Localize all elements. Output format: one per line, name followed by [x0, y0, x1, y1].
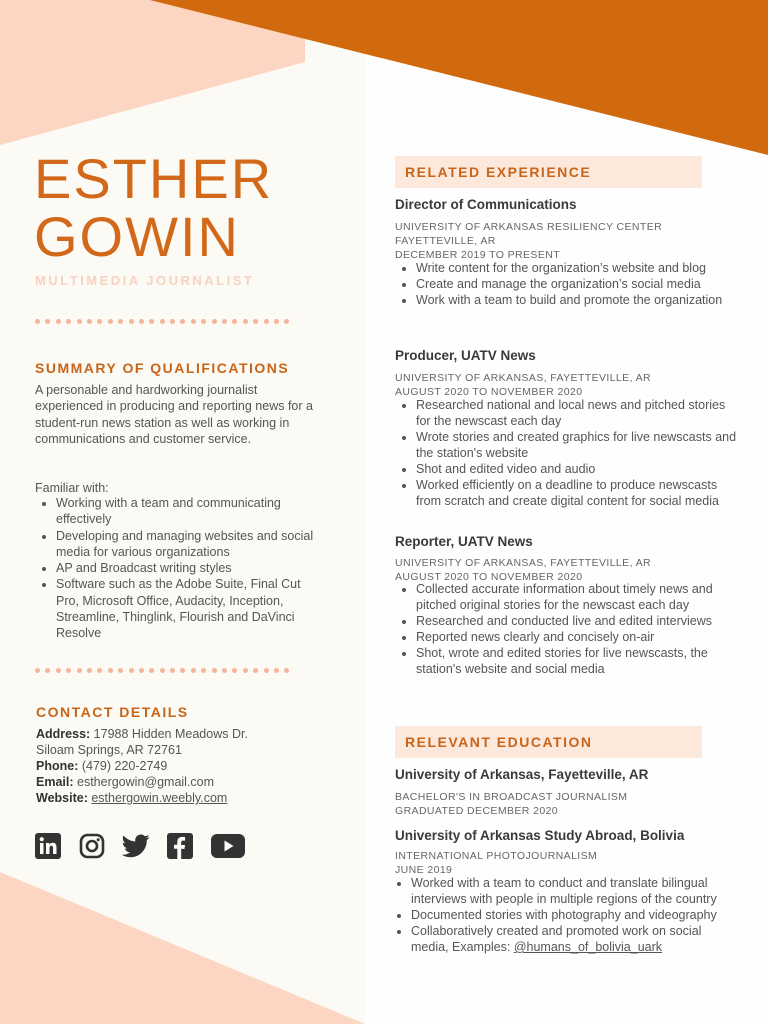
list-item: • Worked with a team to conduct and translate bilingual interviews with people in multiple regions of the country — [411, 875, 736, 907]
job-dates: DECEMBER 2019 TO PRESENT — [395, 249, 561, 261]
list-item-text: Collaboratively created and promoted work on social media, Examples: — [411, 924, 702, 954]
job-dates: AUGUST 2020 TO NOVEMBER 2020 — [395, 386, 583, 398]
list-item: • Researched and conducted live and edited interviews — [416, 613, 741, 629]
facebook-icon[interactable] — [166, 832, 194, 860]
list-item: • Shot, wrote and edited stories for live newscasts, the station's website and social media — [416, 645, 741, 677]
candidate-name — [34, 147, 354, 268]
school-date: JUNE 2019 — [395, 864, 453, 876]
twitter-icon[interactable] — [122, 832, 150, 860]
school-degree: INTERNATIONAL PHOTOJOURNALISM — [395, 850, 598, 862]
familiar-with-label: Familiar with: — [35, 481, 109, 495]
contact-details — [36, 726, 336, 806]
school-meta — [395, 790, 627, 818]
education-section-header — [395, 726, 702, 758]
youtube-icon[interactable] — [210, 832, 246, 860]
job-title: Reporter, UATV News — [395, 534, 533, 549]
list-item: • Collected accurate information about timely news and pitched original stories for the newscast each day — [416, 581, 741, 613]
dotted-divider-bottom — [35, 668, 289, 676]
linkedin-icon[interactable] — [34, 832, 62, 860]
job-meta — [395, 556, 651, 584]
list-item: • Create and manage the organization’s social media — [416, 276, 741, 292]
phone-label: Phone: — [36, 759, 79, 774]
address-label: Address: — [36, 727, 91, 741]
list-item: • Researched national and local news and pitched stories for the newscast each day — [416, 397, 741, 429]
school-meta — [395, 849, 597, 877]
job-meta — [395, 371, 651, 399]
skills-list — [36, 495, 326, 642]
email-label: Email: — [36, 775, 74, 790]
list-item: • Shot and edited video and audio — [416, 461, 741, 477]
job-org: UNIVERSITY OF ARKANSAS RESILIENCY CENTER — [395, 221, 663, 233]
school-name: University of Arkansas Study Abroad, Bolivia — [395, 828, 685, 843]
list-item — [411, 923, 736, 955]
list-item: • AP and Broadcast writing styles — [56, 560, 326, 576]
school-name: University of Arkansas, Fayetteville, AR — [395, 767, 649, 782]
job-org: UNIVERSITY OF ARKANSAS, FAYETTEVILLE, AR — [395, 557, 652, 569]
job-dates: AUGUST 2020 TO NOVEMBER 2020 — [395, 571, 583, 583]
job-duties-list — [396, 260, 741, 308]
education-section-title: RELEVANT EDUCATION — [405, 734, 593, 750]
instagram-handle-link[interactable]: @humans_of_bolivia_uark — [513, 940, 663, 954]
summary-section-title: SUMMARY OF QUALIFICATIONS — [35, 360, 290, 376]
list-item: • Write content for the organization’s website and blog — [416, 260, 741, 276]
job-title: Producer, UATV News — [395, 348, 536, 363]
job-title: Director of Communications — [395, 197, 577, 212]
address-value: 17988 Hidden Meadows Dr. — [90, 727, 248, 741]
list-item: • Reported news clearly and concisely on-air — [416, 629, 741, 645]
website-label: Website: — [36, 791, 88, 806]
list-item: • Software such as the Adobe Suite, Final Cut Pro, Microsoft Office, Audacity, Inception, Streamline, Thinglink, Flourish and DaVinci Resolve — [56, 576, 326, 641]
website-link[interactable]: esthergowin.weebly.com — [91, 791, 228, 806]
bottom-left-peach-shape — [0, 872, 365, 1024]
email-value[interactable]: esthergowin@gmail.com — [73, 775, 215, 790]
education-activities-list — [391, 875, 736, 955]
social-icons — [34, 832, 246, 860]
address-line2: Siloam Springs, AR 72761 — [36, 743, 182, 758]
list-item: • Work with a team to build and promote the organization — [416, 292, 741, 308]
job-org: UNIVERSITY OF ARKANSAS, FAYETTEVILLE, AR — [395, 372, 652, 384]
job-location: FAYETTEVILLE, AR — [395, 235, 496, 247]
job-duties-list — [396, 581, 741, 677]
job-subtitle: MULTIMEDIA JOURNALIST — [35, 273, 255, 288]
experience-section-header — [395, 156, 702, 188]
list-item: • Working with a team and communicating effectively — [56, 495, 326, 528]
list-item: • Wrote stories and created graphics for live newscasts and the station's website — [416, 429, 741, 461]
phone-value: (479) 220-2749 — [78, 759, 168, 774]
list-item: • Developing and managing websites and social media for various organizations — [56, 528, 326, 561]
job-meta — [395, 220, 662, 262]
school-date: GRADUATED DECEMBER 2020 — [395, 805, 559, 817]
instagram-icon[interactable] — [78, 832, 106, 860]
list-item: • Documented stories with photography and videography — [411, 907, 736, 923]
summary-paragraph: A personable and hardworking journalist experienced in producing and reporting news for a student-run news station as well as working in communications and customer service. — [35, 383, 313, 446]
list-item: • Worked efficiently on a deadline to produce newscasts from scratch and create digital content for social media — [416, 477, 741, 509]
experience-section-title: RELATED EXPERIENCE — [405, 164, 592, 180]
name-first: ESTHER — [34, 147, 274, 210]
job-duties-list — [396, 397, 741, 509]
school-degree: BACHELOR'S IN BROADCAST JOURNALISM — [395, 791, 628, 803]
dotted-divider-top — [35, 319, 289, 327]
contact-section-title: CONTACT DETAILS — [36, 704, 189, 720]
name-last: GOWIN — [34, 205, 240, 268]
